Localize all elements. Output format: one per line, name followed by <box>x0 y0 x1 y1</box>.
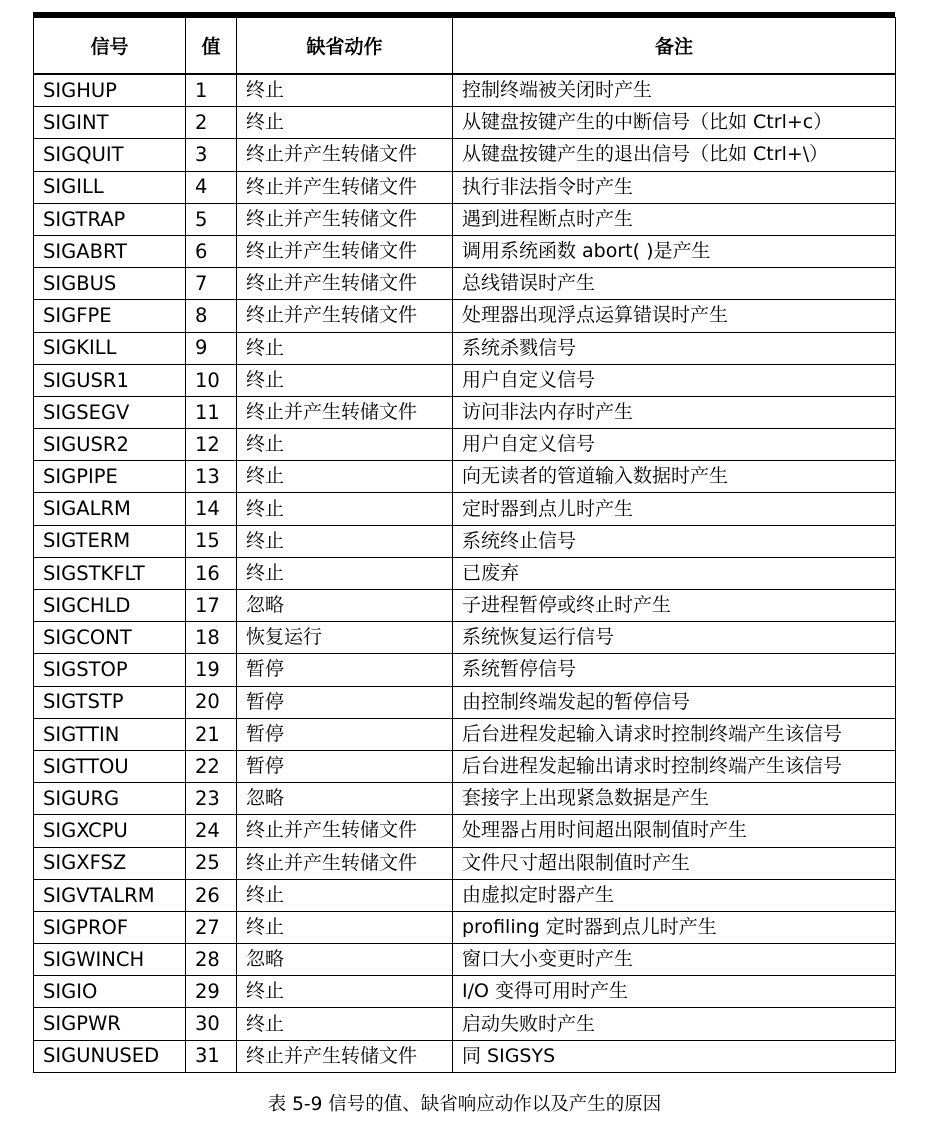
default-action-cell: 终止 <box>237 461 453 493</box>
default-action-cell: 终止并产生转储文件 <box>237 235 453 267</box>
signal-value-cell: 10 <box>186 364 237 396</box>
default-action-cell: 终止 <box>237 879 453 911</box>
table-row <box>34 686 896 718</box>
signal-value-cell: 31 <box>186 1040 237 1072</box>
signal-value-cell: 8 <box>186 300 237 332</box>
signal-value-cell: 19 <box>186 654 237 686</box>
note-cell: 调用系统函数 abort( )是产生 <box>453 235 896 267</box>
signal-value-cell: 4 <box>186 171 237 203</box>
signal-value-cell: 29 <box>186 976 237 1008</box>
default-action-cell: 暂停 <box>237 718 453 750</box>
signal-name-cell: SIGCONT <box>34 622 186 654</box>
note-cell: 处理器占用时间超出限制值时产生 <box>453 815 896 847</box>
note-cell: profiling 定时器到点儿时产生 <box>453 911 896 943</box>
default-action-cell: 终止并产生转储文件 <box>237 396 453 428</box>
signal-name-cell: SIGWINCH <box>34 944 186 976</box>
table-row <box>34 268 896 300</box>
table-header-row <box>34 18 896 75</box>
signal-name-cell: SIGSEGV <box>34 396 186 428</box>
signal-value-cell: 15 <box>186 525 237 557</box>
signal-value-cell: 23 <box>186 783 237 815</box>
signal-name-cell: SIGINT <box>34 107 186 139</box>
note-cell: 遇到进程断点时产生 <box>453 203 896 235</box>
signal-value-cell: 7 <box>186 268 237 300</box>
table-row <box>34 525 896 557</box>
note-cell: 执行非法指令时产生 <box>453 171 896 203</box>
note-cell: 由控制终端发起的暂停信号 <box>453 686 896 718</box>
note-cell: 文件尺寸超出限制值时产生 <box>453 847 896 879</box>
signal-name-cell: SIGTRAP <box>34 203 186 235</box>
default-action-cell: 终止 <box>237 364 453 396</box>
signal-value-cell: 13 <box>186 461 237 493</box>
table-row <box>34 300 896 332</box>
signal-name-cell: SIGTTIN <box>34 718 186 750</box>
default-action-cell: 终止 <box>237 493 453 525</box>
table-row <box>34 847 896 879</box>
signal-name-cell: SIGURG <box>34 783 186 815</box>
default-action-cell: 忽略 <box>237 944 453 976</box>
signal-name-cell: SIGVTALRM <box>34 879 186 911</box>
table-row <box>34 557 896 589</box>
default-action-cell: 终止 <box>237 976 453 1008</box>
note-cell: 系统终止信号 <box>453 525 896 557</box>
default-action-cell: 忽略 <box>237 783 453 815</box>
signal-name-cell: SIGALRM <box>34 493 186 525</box>
signal-name-cell: SIGHUP <box>34 74 186 107</box>
table-row <box>34 654 896 686</box>
table-body <box>34 74 896 1072</box>
signal-value-cell: 16 <box>186 557 237 589</box>
table-row <box>34 332 896 364</box>
table-row <box>34 879 896 911</box>
default-action-cell: 终止 <box>237 1008 453 1040</box>
signal-value-cell: 22 <box>186 750 237 782</box>
note-cell: 用户自定义信号 <box>453 364 896 396</box>
note-cell: 已废弃 <box>453 557 896 589</box>
signal-name-cell: SIGPWR <box>34 1008 186 1040</box>
signal-name-cell: SIGPIPE <box>34 461 186 493</box>
note-cell: 从键盘按键产生的退出信号（比如 Ctrl+\） <box>453 139 896 171</box>
table-row <box>34 171 896 203</box>
note-cell: 系统暂停信号 <box>453 654 896 686</box>
note-cell: 后台进程发起输入请求时控制终端产生该信号 <box>453 718 896 750</box>
default-action-cell: 终止 <box>237 332 453 364</box>
header-note: 备注 <box>453 18 896 75</box>
default-action-cell: 恢复运行 <box>237 622 453 654</box>
header-default-action: 缺省动作 <box>237 18 453 75</box>
table-row <box>34 815 896 847</box>
table-row <box>34 493 896 525</box>
signal-value-cell: 3 <box>186 139 237 171</box>
default-action-cell: 终止并产生转储文件 <box>237 139 453 171</box>
signal-value-cell: 6 <box>186 235 237 267</box>
default-action-cell: 暂停 <box>237 750 453 782</box>
signal-name-cell: SIGIO <box>34 976 186 1008</box>
signal-name-cell: SIGSTOP <box>34 654 186 686</box>
default-action-cell: 终止 <box>237 911 453 943</box>
signal-value-cell: 20 <box>186 686 237 718</box>
default-action-cell: 终止 <box>237 525 453 557</box>
note-cell: 同 SIGSYS <box>453 1040 896 1072</box>
signal-value-cell: 24 <box>186 815 237 847</box>
note-cell: 套接字上出现紧急数据是产生 <box>453 783 896 815</box>
note-cell: 系统恢复运行信号 <box>453 622 896 654</box>
signal-name-cell: SIGPROF <box>34 911 186 943</box>
signal-name-cell: SIGTERM <box>34 525 186 557</box>
table-row <box>34 429 896 461</box>
signal-value-cell: 28 <box>186 944 237 976</box>
table-row <box>34 718 896 750</box>
signal-name-cell: SIGXCPU <box>34 815 186 847</box>
signal-value-cell: 30 <box>186 1008 237 1040</box>
signal-value-cell: 26 <box>186 879 237 911</box>
default-action-cell: 终止并产生转储文件 <box>237 268 453 300</box>
table-row <box>34 590 896 622</box>
table-row <box>34 911 896 943</box>
table-row <box>34 364 896 396</box>
note-cell: 处理器出现浮点运算错误时产生 <box>453 300 896 332</box>
signal-name-cell: SIGTTOU <box>34 750 186 782</box>
note-cell: 启动失败时产生 <box>453 1008 896 1040</box>
default-action-cell: 终止 <box>237 557 453 589</box>
note-cell: 总线错误时产生 <box>453 268 896 300</box>
note-cell: 子进程暂停或终止时产生 <box>453 590 896 622</box>
default-action-cell: 终止并产生转储文件 <box>237 203 453 235</box>
default-action-cell: 终止并产生转储文件 <box>237 300 453 332</box>
note-cell: 系统杀戮信号 <box>453 332 896 364</box>
signal-value-cell: 21 <box>186 718 237 750</box>
signal-name-cell: SIGTSTP <box>34 686 186 718</box>
table-row <box>34 944 896 976</box>
table-row <box>34 750 896 782</box>
table-row <box>34 107 896 139</box>
table-row <box>34 461 896 493</box>
table-row <box>34 783 896 815</box>
signal-value-cell: 25 <box>186 847 237 879</box>
note-cell: 向无读者的管道输入数据时产生 <box>453 461 896 493</box>
note-cell: 由虚拟定时器产生 <box>453 879 896 911</box>
signal-name-cell: SIGABRT <box>34 235 186 267</box>
table-row <box>34 139 896 171</box>
default-action-cell: 终止 <box>237 74 453 107</box>
table-row <box>34 622 896 654</box>
signal-table-container <box>33 12 895 1073</box>
note-cell: 从键盘按键产生的中断信号（比如 Ctrl+c） <box>453 107 896 139</box>
default-action-cell: 终止并产生转储文件 <box>237 815 453 847</box>
table-row <box>34 1040 896 1072</box>
table-row <box>34 203 896 235</box>
table-row <box>34 976 896 1008</box>
signal-value-cell: 12 <box>186 429 237 461</box>
signal-value-cell: 14 <box>186 493 237 525</box>
note-cell: 用户自定义信号 <box>453 429 896 461</box>
default-action-cell: 终止并产生转储文件 <box>237 847 453 879</box>
signal-name-cell: SIGUSR1 <box>34 364 186 396</box>
note-cell: 定时器到点儿时产生 <box>453 493 896 525</box>
default-action-cell: 终止并产生转储文件 <box>237 171 453 203</box>
signal-name-cell: SIGBUS <box>34 268 186 300</box>
default-action-cell: 暂停 <box>237 686 453 718</box>
header-value: 值 <box>186 18 237 75</box>
signal-value-cell: 17 <box>186 590 237 622</box>
table-row <box>34 396 896 428</box>
note-cell: I/O 变得可用时产生 <box>453 976 896 1008</box>
header-signal: 信号 <box>34 18 186 75</box>
signal-name-cell: SIGXFSZ <box>34 847 186 879</box>
signal-value-cell: 5 <box>186 203 237 235</box>
signal-name-cell: SIGUSR2 <box>34 429 186 461</box>
note-cell: 窗口大小变更时产生 <box>453 944 896 976</box>
signal-value-cell: 27 <box>186 911 237 943</box>
table-caption: 表 5-9 信号的值、缺省响应动作以及产生的原因 <box>267 1094 662 1115</box>
default-action-cell: 终止并产生转储文件 <box>237 1040 453 1072</box>
signal-name-cell: SIGUNUSED <box>34 1040 186 1072</box>
signal-value-cell: 9 <box>186 332 237 364</box>
signal-name-cell: SIGFPE <box>34 300 186 332</box>
default-action-cell: 终止 <box>237 107 453 139</box>
signal-name-cell: SIGSTKFLT <box>34 557 186 589</box>
signal-value-cell: 18 <box>186 622 237 654</box>
table-row <box>34 235 896 267</box>
note-cell: 后台进程发起输出请求时控制终端产生该信号 <box>453 750 896 782</box>
signal-name-cell: SIGILL <box>34 171 186 203</box>
signal-name-cell: SIGCHLD <box>34 590 186 622</box>
signal-table <box>33 17 896 1073</box>
signal-value-cell: 11 <box>186 396 237 428</box>
signal-name-cell: SIGQUIT <box>34 139 186 171</box>
table-row <box>34 74 896 107</box>
note-cell: 访问非法内存时产生 <box>453 396 896 428</box>
signal-name-cell: SIGKILL <box>34 332 186 364</box>
note-cell: 控制终端被关闭时产生 <box>453 74 896 107</box>
table-row <box>34 1008 896 1040</box>
default-action-cell: 终止 <box>237 429 453 461</box>
default-action-cell: 忽略 <box>237 590 453 622</box>
signal-value-cell: 1 <box>186 74 237 107</box>
signal-value-cell: 2 <box>186 107 237 139</box>
default-action-cell: 暂停 <box>237 654 453 686</box>
